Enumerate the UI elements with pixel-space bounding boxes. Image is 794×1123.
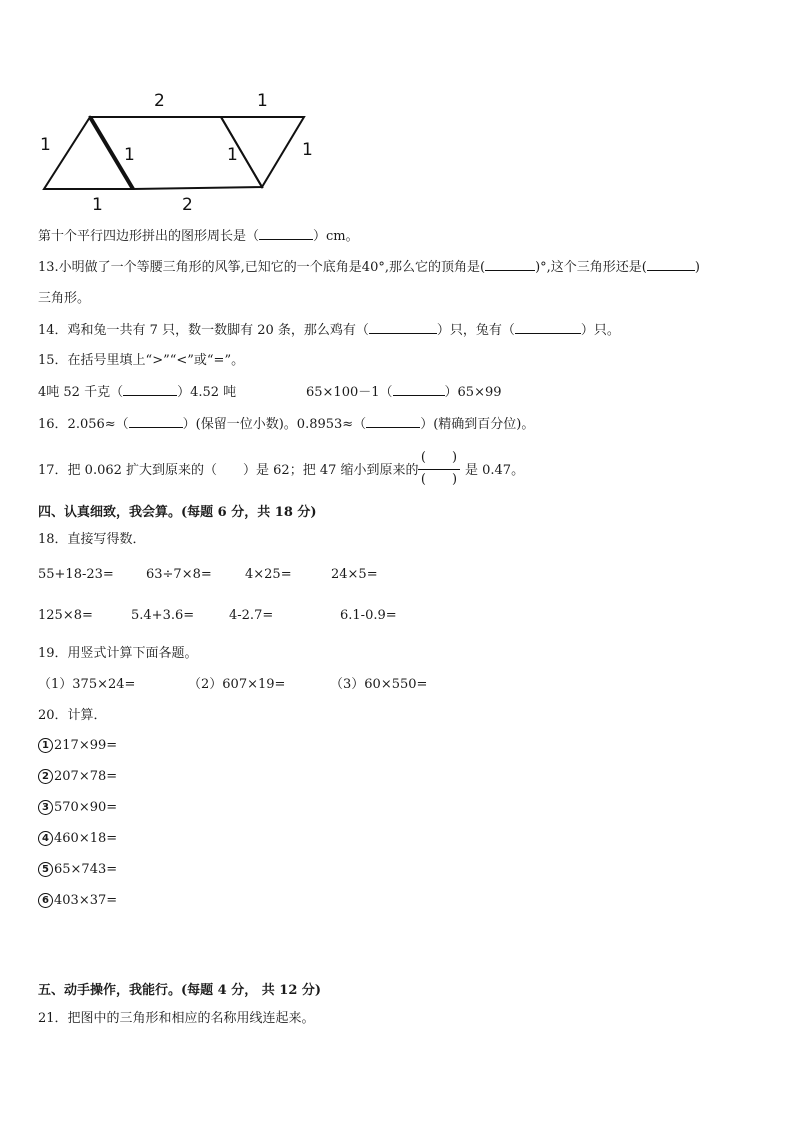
question-18-title: 18．直接写得数． xyxy=(38,532,146,547)
q20-item-4 xyxy=(38,830,117,848)
question-13 xyxy=(38,259,700,277)
label-top-left: 2 xyxy=(154,91,165,111)
question-14 xyxy=(38,322,620,340)
q16-blank-2[interactable] xyxy=(366,416,420,428)
q18-r2-c1: 125×8= xyxy=(38,608,93,623)
label-left: 1 xyxy=(40,135,51,155)
q18-r1-c2: 63÷7×8= xyxy=(146,567,212,582)
q15-blank-1[interactable] xyxy=(123,384,177,396)
q13-text-a: 13.小明做了一个等腰三角形的风筝,已知它的一个底角是40°,那么它的顶角是( xyxy=(38,260,486,275)
q15-blank-2[interactable] xyxy=(393,384,445,396)
q12-answer-blank[interactable] xyxy=(259,228,313,240)
question-17-part1 xyxy=(38,462,419,480)
q13-blank-1[interactable] xyxy=(485,259,535,271)
section-5-heading: 五、动手操作，我能行。(每题 4 分， 共 12 分) xyxy=(38,983,322,998)
q18-r1-c3: 4×25= xyxy=(245,567,292,582)
q13-text-c: ) xyxy=(694,260,700,275)
q14-text-c: ）只。 xyxy=(580,323,620,338)
q20-expr-6: 403×37= xyxy=(54,893,118,908)
q12-text-post: ）cm。 xyxy=(313,229,359,244)
question-21: 21．把图中的三角形和相应的名称用线连起来。 xyxy=(38,1011,315,1026)
label-bottom-left: 1 xyxy=(92,195,103,215)
q15-item-1 xyxy=(38,384,236,402)
q15-item1-pre: 4吨 52 千克（ xyxy=(38,385,124,400)
q20-expr-5: 65×743= xyxy=(54,862,118,877)
q15-item2-post: ）65×99 xyxy=(444,385,502,400)
circled-number-4: 4 xyxy=(38,831,53,846)
q20-item-2 xyxy=(38,768,117,786)
q20-expr-1: 217×99= xyxy=(54,738,118,753)
q18-r2-c3: 4-2.7= xyxy=(229,608,274,623)
q20-item-1 xyxy=(38,737,117,755)
q16-text-a: 16．2.056≈（ xyxy=(38,417,129,432)
question-17-part2: 是 0.47。 xyxy=(465,463,525,478)
question-16 xyxy=(38,416,534,434)
q20-item-6 xyxy=(38,892,117,910)
q20-item-3 xyxy=(38,799,117,817)
q20-expr-3: 570×90= xyxy=(54,800,118,815)
fraction-denominator: ( ) xyxy=(420,472,458,487)
q14-text-b: ）只，兔有（ xyxy=(436,323,515,338)
question-12 xyxy=(38,228,359,246)
q13-blank-2[interactable] xyxy=(647,259,695,271)
q14-text-a: 14．鸡和兔一共有 7 只，数一数脚有 20 条，那么鸡有（ xyxy=(38,323,369,338)
label-right: 1 xyxy=(302,140,313,160)
label-right-inner: 1 xyxy=(227,145,238,165)
section-4-heading: 四、认真细致，我会算。(每题 6 分，共 18 分) xyxy=(38,505,317,520)
q18-r1-c1: 55+18-23= xyxy=(38,567,114,582)
left-triangle xyxy=(44,117,133,189)
question-13-cont: 三角形。 xyxy=(38,291,91,306)
question-20-title: 20．计算． xyxy=(38,708,107,723)
question-19-title: 19．用竖式计算下面各题。 xyxy=(38,646,198,661)
q12-text-pre: 第十个平行四边形拼出的图形周长是（ xyxy=(38,229,260,244)
q14-blank-chicken[interactable] xyxy=(369,322,437,334)
parallelogram-figure xyxy=(34,86,344,218)
circled-number-3: 3 xyxy=(38,800,53,815)
q15-item-2 xyxy=(306,384,502,402)
q19-item-1: （1）375×24= xyxy=(38,677,136,692)
q17-text-b: ）是 62；把 47 缩小到原来的 xyxy=(243,463,419,478)
fraction-numerator: ( ) xyxy=(420,450,458,465)
q14-blank-rabbit[interactable] xyxy=(515,322,581,334)
circled-number-1: 1 xyxy=(38,738,53,753)
fraction-bar xyxy=(418,469,460,470)
q16-blank-1[interactable] xyxy=(129,416,183,428)
q18-r2-c2: 5.4+3.6= xyxy=(131,608,195,623)
q16-text-c: ）(精确到百分位)。 xyxy=(420,417,535,432)
q17-text-a: 17．把 0.062 扩大到原来的（ xyxy=(38,463,218,478)
q16-text-b: ）(保留一位小数)。0.8953≈（ xyxy=(182,417,367,432)
circled-number-6: 6 xyxy=(38,893,53,908)
q15-item2-pre: 65×100－1（ xyxy=(306,385,393,400)
q20-expr-2: 207×78= xyxy=(54,769,118,784)
q17-fraction[interactable] xyxy=(416,449,462,491)
circled-number-2: 2 xyxy=(38,769,53,784)
q20-item-5 xyxy=(38,861,117,879)
circled-number-5: 5 xyxy=(38,862,53,877)
question-15-title: 15．在括号里填上“>”“<”或“=”。 xyxy=(38,353,245,368)
q15-item1-post: ）4.52 吨 xyxy=(177,385,237,400)
q18-r2-c4: 6.1-0.9= xyxy=(340,608,397,623)
label-top-right: 1 xyxy=(257,91,268,111)
label-bottom-right: 2 xyxy=(182,195,193,215)
q19-item-3: （3）60×550= xyxy=(330,677,428,692)
q20-expr-4: 460×18= xyxy=(54,831,118,846)
q13-text-b: )°,这个三角形还是( xyxy=(535,260,647,275)
q18-r1-c4: 24×5= xyxy=(331,567,378,582)
q19-item-2: （2）607×19= xyxy=(188,677,286,692)
label-diag-mid: 1 xyxy=(124,145,135,165)
